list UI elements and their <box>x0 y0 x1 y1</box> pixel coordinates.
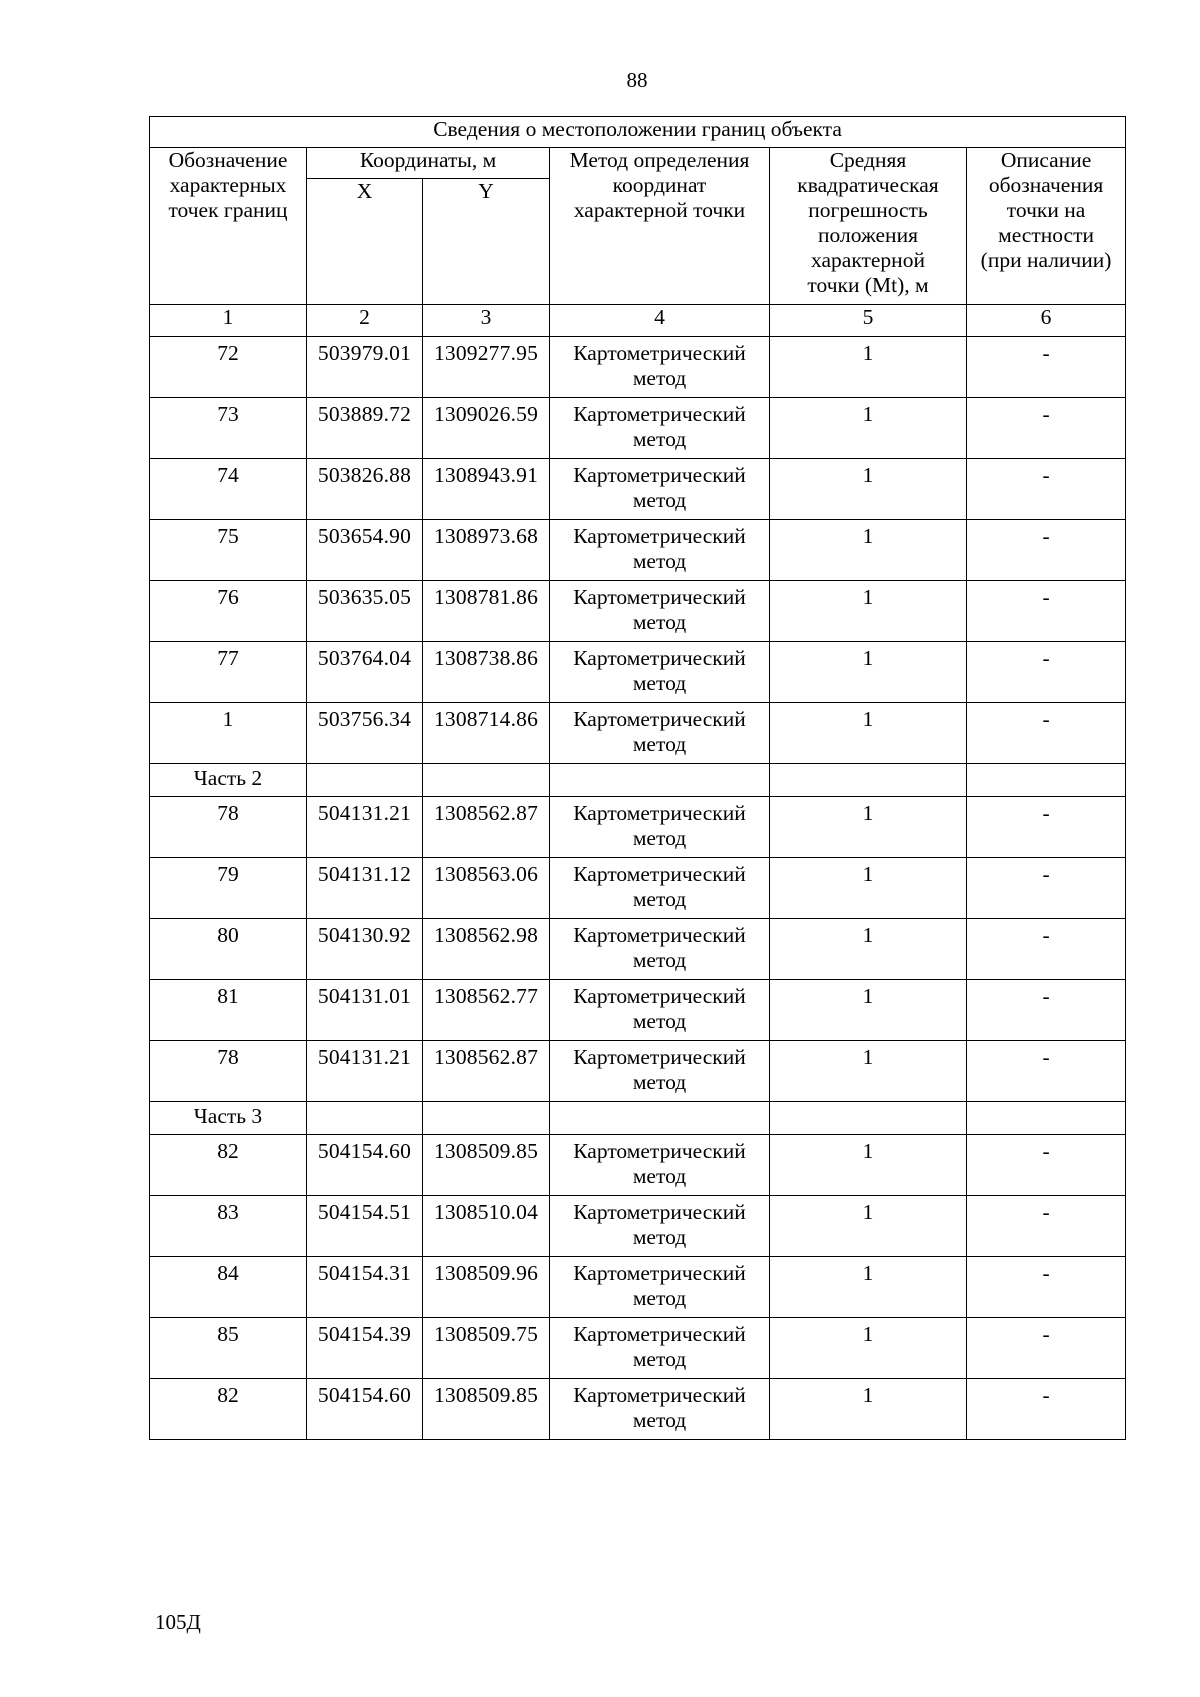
header-error-line: погрешность <box>808 198 928 222</box>
method-line: метод <box>632 826 687 850</box>
y-coordinate-cell: 1308562.98 <box>423 919 550 980</box>
mt-error-cell: 1 <box>770 919 967 980</box>
method-line: метод <box>632 732 687 756</box>
footer-document-code: 105Д <box>155 1610 201 1634</box>
method-cell <box>550 919 770 980</box>
header-description <box>967 148 1126 305</box>
description-cell: - <box>967 1041 1126 1102</box>
column-number: 2 <box>307 305 423 337</box>
method-line: Картометрический <box>573 707 746 731</box>
header-method-line: координат <box>612 173 707 197</box>
mt-error-cell: 1 <box>770 1135 967 1196</box>
section-row <box>150 764 1126 797</box>
method-line: метод <box>632 671 687 695</box>
point-number-cell: 1 <box>150 703 307 764</box>
empty-cell <box>423 1102 550 1135</box>
x-coordinate-cell: 504154.60 <box>307 1135 423 1196</box>
header-description-line: (при наличии) <box>980 248 1112 272</box>
header-description-line: Описание <box>1000 148 1092 172</box>
boundary-coordinates-table <box>149 116 1126 1440</box>
method-cell <box>550 858 770 919</box>
header-y: Y <box>423 179 550 305</box>
header-designation-line: Обозначение <box>168 148 288 172</box>
table-row <box>150 642 1126 703</box>
method-cell <box>550 1318 770 1379</box>
x-coordinate-cell: 504131.12 <box>307 858 423 919</box>
section-row <box>150 1102 1126 1135</box>
table-row <box>150 1135 1126 1196</box>
y-coordinate-cell: 1308738.86 <box>423 642 550 703</box>
method-line: Картометрический <box>573 1261 746 1285</box>
table-row <box>150 1041 1126 1102</box>
y-coordinate-cell: 1308714.86 <box>423 703 550 764</box>
x-coordinate-cell: 504130.92 <box>307 919 423 980</box>
method-cell <box>550 642 770 703</box>
header-designation <box>150 148 307 305</box>
method-line: Картометрический <box>573 862 746 886</box>
mt-error-cell: 1 <box>770 1196 967 1257</box>
method-cell <box>550 703 770 764</box>
method-line: Картометрический <box>573 524 746 548</box>
x-coordinate-cell: 504154.51 <box>307 1196 423 1257</box>
x-coordinate-cell: 503764.04 <box>307 642 423 703</box>
header-designation-line: характерных <box>169 173 287 197</box>
description-cell: - <box>967 703 1126 764</box>
method-line: Картометрический <box>573 1045 746 1069</box>
y-coordinate-cell: 1308510.04 <box>423 1196 550 1257</box>
y-coordinate-cell: 1308562.87 <box>423 1041 550 1102</box>
y-coordinate-cell: 1308509.85 <box>423 1379 550 1440</box>
table-row <box>150 337 1126 398</box>
header-error <box>770 148 967 305</box>
header-error-line: квадратическая <box>797 173 939 197</box>
point-number-cell: 79 <box>150 858 307 919</box>
method-line: Картометрический <box>573 1383 746 1407</box>
method-line: метод <box>632 1286 687 1310</box>
point-number-cell: 76 <box>150 581 307 642</box>
table-row <box>150 1257 1126 1318</box>
header-designation-line: точек границ <box>168 198 288 222</box>
point-number-cell: 83 <box>150 1196 307 1257</box>
x-coordinate-cell: 503756.34 <box>307 703 423 764</box>
point-number-cell: 74 <box>150 459 307 520</box>
method-line: метод <box>632 948 687 972</box>
mt-error-cell: 1 <box>770 459 967 520</box>
header-error-line: положения <box>818 223 918 247</box>
method-cell <box>550 1041 770 1102</box>
description-cell: - <box>967 337 1126 398</box>
method-cell <box>550 1196 770 1257</box>
y-coordinate-cell: 1309277.95 <box>423 337 550 398</box>
method-line: Картометрический <box>573 984 746 1008</box>
x-coordinate-cell: 503826.88 <box>307 459 423 520</box>
point-number-cell: 82 <box>150 1135 307 1196</box>
method-line: метод <box>632 366 687 390</box>
empty-cell <box>967 1102 1126 1135</box>
method-line: Картометрический <box>573 1322 746 1346</box>
method-line: метод <box>632 488 687 512</box>
method-cell <box>550 398 770 459</box>
method-cell <box>550 520 770 581</box>
method-line: метод <box>632 549 687 573</box>
description-cell: - <box>967 1379 1126 1440</box>
header-x: X <box>307 179 423 305</box>
description-cell: - <box>967 642 1126 703</box>
table-row <box>150 858 1126 919</box>
table-row <box>150 1379 1126 1440</box>
description-cell: - <box>967 398 1126 459</box>
method-cell <box>550 337 770 398</box>
description-cell: - <box>967 459 1126 520</box>
column-number: 1 <box>150 305 307 337</box>
y-coordinate-cell: 1308562.77 <box>423 980 550 1041</box>
empty-cell <box>550 1102 770 1135</box>
header-error-line: характерной <box>811 248 925 272</box>
column-number: 3 <box>423 305 550 337</box>
point-number-cell: 80 <box>150 919 307 980</box>
method-line: метод <box>632 610 687 634</box>
x-coordinate-cell: 504131.21 <box>307 1041 423 1102</box>
x-coordinate-cell: 504131.01 <box>307 980 423 1041</box>
description-cell: - <box>967 581 1126 642</box>
x-coordinate-cell: 503979.01 <box>307 337 423 398</box>
column-number: 4 <box>550 305 770 337</box>
mt-error-cell: 1 <box>770 980 967 1041</box>
method-line: метод <box>632 887 687 911</box>
y-coordinate-cell: 1308509.75 <box>423 1318 550 1379</box>
method-line: Картометрический <box>573 923 746 947</box>
x-coordinate-cell: 503889.72 <box>307 398 423 459</box>
x-coordinate-cell: 504154.39 <box>307 1318 423 1379</box>
y-coordinate-cell: 1308509.96 <box>423 1257 550 1318</box>
description-cell: - <box>967 1135 1126 1196</box>
header-method-line: характерной точки <box>573 198 746 222</box>
mt-error-cell: 1 <box>770 581 967 642</box>
table-row <box>150 797 1126 858</box>
mt-error-cell: 1 <box>770 858 967 919</box>
method-line: Картометрический <box>573 402 746 426</box>
header-description-line: точки на <box>1006 198 1086 222</box>
mt-error-cell: 1 <box>770 337 967 398</box>
method-line: метод <box>632 427 687 451</box>
method-cell <box>550 1135 770 1196</box>
method-line: метод <box>632 1009 687 1033</box>
method-cell <box>550 797 770 858</box>
empty-cell <box>307 764 423 797</box>
column-number: 5 <box>770 305 967 337</box>
x-coordinate-cell: 504131.21 <box>307 797 423 858</box>
table-title-row <box>150 117 1126 148</box>
description-cell: - <box>967 797 1126 858</box>
table-row <box>150 1196 1126 1257</box>
mt-error-cell: 1 <box>770 797 967 858</box>
description-cell: - <box>967 858 1126 919</box>
description-cell: - <box>967 1257 1126 1318</box>
y-coordinate-cell: 1308562.87 <box>423 797 550 858</box>
empty-cell <box>770 1102 967 1135</box>
x-coordinate-cell: 503635.05 <box>307 581 423 642</box>
point-number-cell: 85 <box>150 1318 307 1379</box>
description-cell: - <box>967 520 1126 581</box>
header-method-line: Метод определения <box>569 148 750 172</box>
method-line: метод <box>632 1070 687 1094</box>
method-line: Картометрический <box>573 1200 746 1224</box>
mt-error-cell: 1 <box>770 1379 967 1440</box>
section-label: Часть 2 <box>150 764 307 797</box>
table-row <box>150 1318 1126 1379</box>
method-line: Картометрический <box>573 646 746 670</box>
point-number-cell: 82 <box>150 1379 307 1440</box>
empty-cell <box>550 764 770 797</box>
description-cell: - <box>967 919 1126 980</box>
method-line: метод <box>632 1347 687 1371</box>
method-line: Картометрический <box>573 341 746 365</box>
point-number-cell: 72 <box>150 337 307 398</box>
header-error-line: Средняя <box>829 148 907 172</box>
y-coordinate-cell: 1308509.85 <box>423 1135 550 1196</box>
x-coordinate-cell: 504154.60 <box>307 1379 423 1440</box>
empty-cell <box>307 1102 423 1135</box>
empty-cell <box>770 764 967 797</box>
point-number-cell: 73 <box>150 398 307 459</box>
mt-error-cell: 1 <box>770 398 967 459</box>
method-line: метод <box>632 1164 687 1188</box>
header-description-line: обозначения <box>988 173 1104 197</box>
mt-error-cell: 1 <box>770 1318 967 1379</box>
point-number-cell: 75 <box>150 520 307 581</box>
table-row <box>150 581 1126 642</box>
x-coordinate-cell: 504154.31 <box>307 1257 423 1318</box>
method-cell <box>550 459 770 520</box>
page-number: 88 <box>626 68 648 92</box>
point-number-cell: 77 <box>150 642 307 703</box>
header-coordinates: Координаты, м <box>307 148 550 179</box>
method-cell <box>550 1379 770 1440</box>
empty-cell <box>967 764 1126 797</box>
table-row <box>150 703 1126 764</box>
method-line: Картометрический <box>573 801 746 825</box>
mt-error-cell: 1 <box>770 1041 967 1102</box>
method-cell <box>550 1257 770 1318</box>
column-number: 6 <box>967 305 1126 337</box>
method-line: Картометрический <box>573 1139 746 1163</box>
table-row <box>150 459 1126 520</box>
table-row <box>150 919 1126 980</box>
method-line: метод <box>632 1225 687 1249</box>
section-label: Часть 3 <box>150 1102 307 1135</box>
point-number-cell: 78 <box>150 1041 307 1102</box>
column-number-row <box>150 305 1126 337</box>
point-number-cell: 84 <box>150 1257 307 1318</box>
header-description-line: местности <box>998 223 1094 247</box>
header-method <box>550 148 770 305</box>
table-row <box>150 980 1126 1041</box>
empty-cell <box>423 764 550 797</box>
description-cell: - <box>967 1318 1126 1379</box>
point-number-cell: 78 <box>150 797 307 858</box>
y-coordinate-cell: 1308973.68 <box>423 520 550 581</box>
header-error-line: точки (Mt), м <box>807 273 929 297</box>
y-coordinate-cell: 1308781.86 <box>423 581 550 642</box>
description-cell: - <box>967 980 1126 1041</box>
method-cell <box>550 581 770 642</box>
method-cell <box>550 980 770 1041</box>
table-row <box>150 398 1126 459</box>
method-line: Картометрический <box>573 463 746 487</box>
description-cell: - <box>967 1196 1126 1257</box>
y-coordinate-cell: 1308943.91 <box>423 459 550 520</box>
point-number-cell: 81 <box>150 980 307 1041</box>
header-row-1 <box>150 148 1126 179</box>
y-coordinate-cell: 1309026.59 <box>423 398 550 459</box>
mt-error-cell: 1 <box>770 1257 967 1318</box>
mt-error-cell: 1 <box>770 520 967 581</box>
mt-error-cell: 1 <box>770 703 967 764</box>
method-line: Картометрический <box>573 585 746 609</box>
table-row <box>150 520 1126 581</box>
table-title: Сведения о местоположении границ объекта <box>150 117 1126 148</box>
x-coordinate-cell: 503654.90 <box>307 520 423 581</box>
y-coordinate-cell: 1308563.06 <box>423 858 550 919</box>
mt-error-cell: 1 <box>770 642 967 703</box>
method-line: метод <box>632 1408 687 1432</box>
